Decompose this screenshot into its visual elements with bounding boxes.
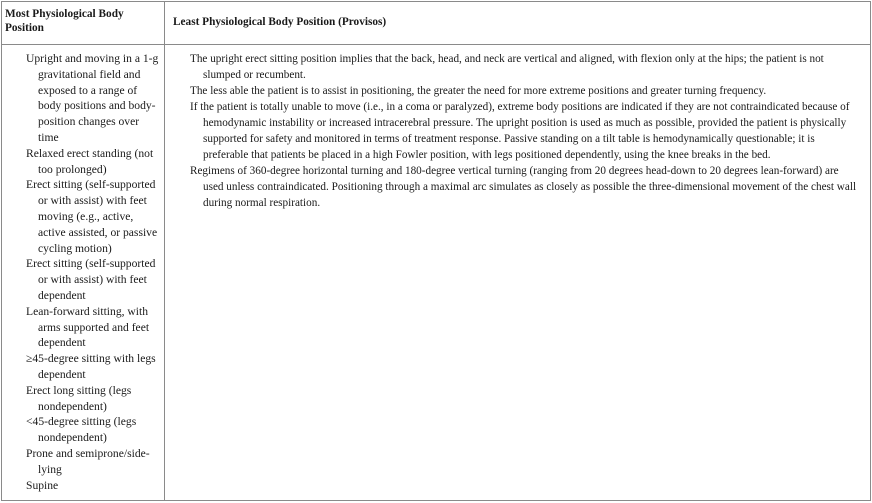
proviso-item: If the patient is totally unable to move (i.e., in a coma or paralyzed), extreme body positions are indicated if they are not contraindicated because of hemodynamic instability or increased intracerebral pressure. The upright position is used as much as possible, provided the patient is physically supported for safety and monitored in terms of treatment response. Passive standing on a tilt table is hemodynamically questionable; it is preferable that patients be placed in a high Fowler position, with legs positioned dependently, using the knee breaks in the bed. (190, 101, 850, 161)
proviso-item: Regimens of 360-degree horizontal turning and 180-degree vertical turning (ranging from 20 degrees head-down to 20 degrees lean-forward) are used unless contraindicated. Positioning through a maximal arc simulates as closely as possible the three-dimensional movement of the chest wall during normal respiration. (190, 165, 857, 209)
position-item: Upright and moving in a 1-g gravitational field and exposed to a range of body positions and body-position changes over time (26, 52, 159, 144)
most-physiological-column (2, 45, 165, 501)
position-item: Supine (26, 478, 59, 492)
table-header-row (2, 2, 870, 45)
header-most-physiological: Most Physiological Body Position (2, 2, 165, 44)
proviso-item: The upright erect sitting position implies that the back, head, and neck are vertical and aligned, with flexion only at the hips; the patient is not slumped or recumbent. (190, 53, 824, 81)
position-item: <45-degree sitting (legs nondependent) (26, 415, 137, 445)
position-item: Erect sitting (self-supported or with assist) with feet dependent (26, 257, 156, 302)
position-item: Erect sitting (self-supported or with assist) with feet moving (e.g., active, active assisted, or passive cycling motion) (26, 178, 158, 255)
proviso-item: The less able the patient is to assist in positioning, the greater the need for more extreme positions and greater turning frequency. (190, 85, 767, 97)
table-body-row (2, 45, 870, 501)
position-item: Lean-forward sitting, with arms supported and feet dependent (26, 304, 150, 350)
body-position-table (1, 1, 871, 501)
position-item: Erect long sitting (legs nondependent) (26, 383, 132, 413)
header-least-physiological: Least Physiological Body Position (Provisos) (173, 16, 387, 28)
least-physiological-column (165, 45, 870, 501)
position-item: Relaxed erect standing (not too prolonged) (26, 146, 154, 176)
position-item: Prone and semiprone/side-lying (26, 446, 150, 476)
position-item: ≥45-degree sitting with legs dependent (26, 352, 156, 381)
